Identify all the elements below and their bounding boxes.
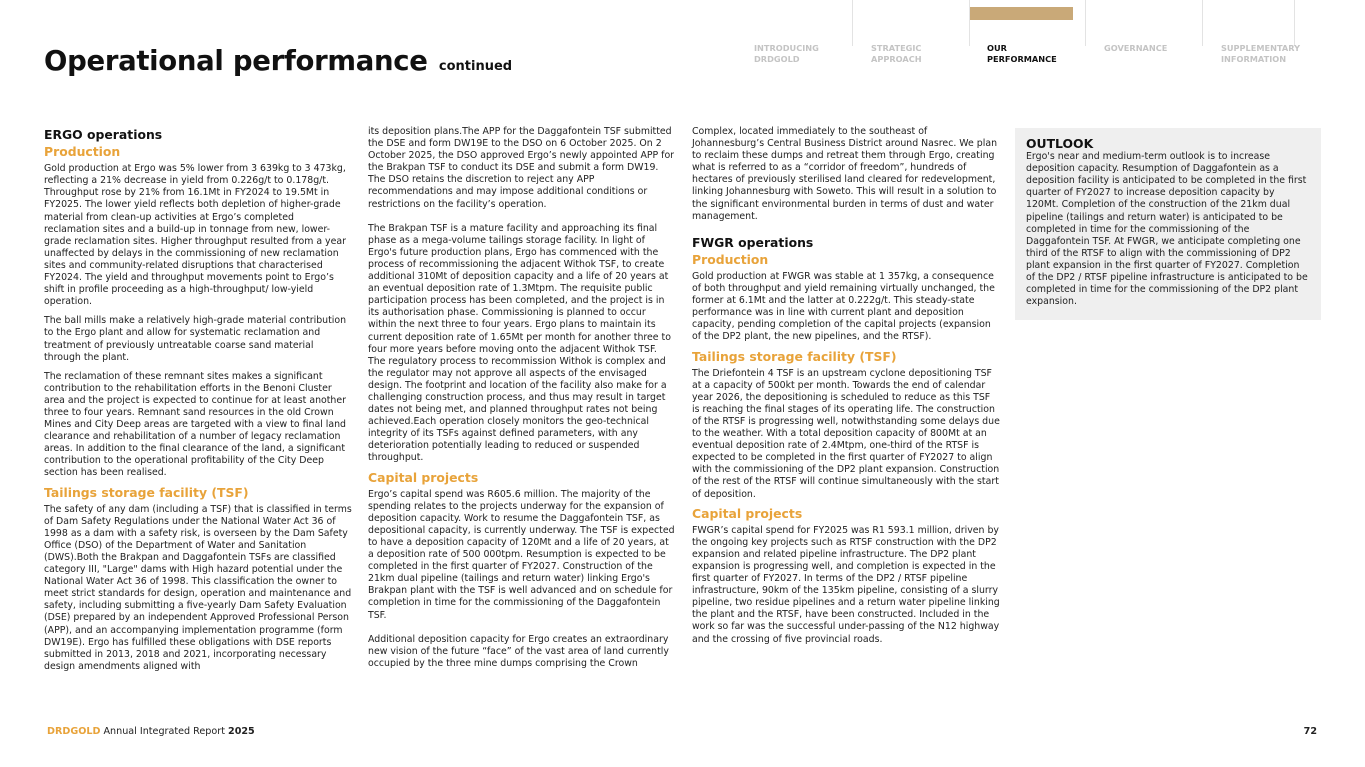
fwgr-production-heading: Production [692,251,769,267]
outlook-body: Ergo's near and medium-term outlook is to increase deposition capacity. Resumption of Daggafontein as a deposition facility is anticipated to be completed in the first quarter of FY2027 to increase deposition capacity by 120Mt. Completion of the construction of the 21km dual pipeline (tailings and return water) is anticipated to be completed in time for the commissioning of the Daggafontein TSF. At FWGR, we anticipate completing one third of the RTSF to align with the commissioning of DP2 plant expansion in the first quarter of FY2027. Completion of the DP2 / RTSF pipeline infrastructure is anticipated to be completed in time for the commissioning of the DP2 plant expansion. [1026,151,1308,308]
paragraph: its deposition plans.The APP for the Daggafontein TSF submitted the DSE and form DW19E to the DSO on 6 October 2025. On 2 October 2025, the DSO approved Ergo’s newly appointed APP for the Brakpan TSF to conduct its DSE and submit a form DW19. The DSO retains the discretion to reject any APP recommendations and may impose additional conditions or restrictions on the facility’s operation. [368,126,675,210]
nav-tab-strategic[interactable] [854,0,970,64]
paragraph: Gold production at FWGR was stable at 1 357kg, a consequence of both throughput and yield remaining virtually unchanged, the former at 6.1Mt and the latter at 0.222g/t. This steady-state performance was in line with current plant and deposition capacity, pending completion of the capital projects (expansion of the DP2 plant, the new pipelines, and the RTSF). [692,270,995,343]
nav-tab-governance[interactable] [1087,0,1203,53]
footer-report-name: Annual Integrated Report [100,726,229,737]
paragraph: The ball mills make a relatively high-grade material contribution to the Ergo plant and allow for systematic reclamation and treatment of previously untreatable coarse sand material through the plant. [44,315,347,363]
outlook-box [1015,128,1321,320]
nav-tab-label: GOVERNANCE [1104,43,1168,53]
ergo-capital-projects-heading: Capital projects [368,469,479,485]
paragraph: Additional deposition capacity for Ergo creates an extraordinary new vision of the future “face” of the vast area of land currently occupied by the three mine dumps comprising the Crown [368,633,669,669]
footer-brand: DRDGOLD [47,726,101,737]
paragraph: The Driefontein 4 TSF is an upstream cyclone depositioning TSF at a capacity of 500kt per month. Towards the end of calendar year 2026, the depositioning is scheduled to reduce as this TSF is reaching the final stages of its operating life. The construction of the RTSF is progressing well, notwithstanding some delays due to the weather. With a total deposition capacity of 800Mt at an eventual deposition rate of 2.4Mtpm, one-third of the RTSF is expected to be completed in the first quarter of FY2027 to align with the commissioning of the DP2 plant expansion. Construction of the rest of the RTSF will continue simultaneously with the start of deposition. [692,367,1000,500]
nav-tab-label: SUPPLEMENTARY INFORMATION [1221,43,1301,64]
page-title [44,45,512,77]
fwgr-tsf-heading: Tailings storage facility (TSF) [692,348,897,364]
nav-tab-label: OUR PERFORMANCE [987,43,1057,64]
active-indicator [970,7,1073,20]
paragraph: FWGR’s capital spend for FY2025 was R1 593.1 million, driven by the ongoing key projects such as RTSF construction with the DP2 expansion and related pipeline infrastructure. The DP2 plant expansion is progressing well, and completion is expected in the first quarter of FY2027. In terms of the DP2 / RTSF pipeline infrastructure, 90km of the 135km pipeline, consisting of a slurry pipeline, two residue pipelines and a return water pipeline linking the plant and the RTSF, have been constructed. Included in the work so far was the successful under-passing of the N12 highway and the crossing of five provincial roads. [692,524,1000,645]
ergo-tsf-heading: Tailings storage facility (TSF) [44,484,249,500]
ergo-production-heading: Production [44,144,121,160]
nav-tab-label: STRATEGIC APPROACH [871,43,922,64]
nav-tab-performance[interactable] [970,0,1086,64]
paragraph: The reclamation of these remnant sites makes a significant contribution to the rehabilitation efforts in the Benoni Cluster area and the project is expected to continue for at least another three to four years. Remnant sand resources in the old Crown Mines and City Deep areas are targeted with a view to final land clearance and rehabilitation of a number of legacy reclamation areas. In addition to the final clearance of the land, a significant contribution to the operational profitability of the City Deep section has been realised. [44,370,347,479]
paragraph: The safety of any dam (including a TSF) that is classified in terms of Dam Safety Regulations under the National Water Act 36 of 1998 as a dam with a safety risk, is overseen by the Dam Safety Office (DSO) of the Department of Water and Sanitation (DWS).Both the Brakpan and Daggafontein TSFs are classified category III, "Large" dams with High hazard potential under the National Water Act 36 of 1998. This classification the owner to meet strict standards for design, operation and maintenance and safety, including submitting a five-yearly Dam Safety Evaluation (DSE) prepared by an independent Approved Professional Person (APP), and an accompanying implementation programme (form DW19E). Ergo has fulfilled these obligations with DSE reports submitted in 2013, 2018 and 2021, incorporating necessary design amendments aligned with [44,503,352,672]
nav-tab-label: INTRODUCING DRDGOLD [754,43,819,64]
page-number: 72 [1303,726,1317,737]
paragraph: The Brakpan TSF is a mature facility and approaching its final phase as a mega-volume tailings storage facility. In light of Ergo's future production plans, Ergo has commenced with the process of recommissioning the adjacent Withok TSF, to create additional 310Mt of deposition capacity and a life of 20 years at an eventual deposition rate of 1.3Mtpm. The requisite public participation process has been completed, and the project is in its authorisation phase. Commissioning is planned to occur within the next three to four years. Ergo plans to maintain its current deposition rate of 1.65Mt per month for another three to four more years before moving onto the adjacent Withok TSF. The regulatory process to recommission Withok is complex and the regulator may not approve all aspects of the envisaged design. The footprint and location of the facility also make for a challenging construction process, and thus may result in target dates not being met, and planned throughput rates not being achieved.Each operation closely monitors the geo-technical integrity of its TSFs against defined parameters, with any deterioration potentially leading to reduced or suspended throughput. [368,222,671,464]
paragraph: Complex, located immediately to the southeast of Johannesburg’s Central Business District around Nasrec. We plan to reclaim these dumps and retreat them through Ergo, creating what is referred to as a “corridor of freedom”, hundreds of hectares of previously sterilised land cleared for redevelopment, linking Johannesburg with Soweto. This will result in a solution to the significant environmental burden in terms of dust and water management. [692,126,998,222]
footer [47,726,255,737]
paragraph: Ergo’s capital spend was R605.6 million. The majority of the spending relates to the projects underway for the expansion of deposition capacity. Work to resume the Daggafontein TSF, as depositional capacity, is currently underway. The TSF is expected to have a deposition capacity of 120Mt and a life of 20 years, at a deposition rate of 500 000tpm. Resumption is expected to be completed in the first quarter of FY2027. Construction of the 21km dual pipeline (tailings and return water) linking Ergo's Brakpan plant with the TSF is well advanced and on schedule for completion in time for the commissioning of the Daggafontein TSF. [368,488,675,621]
footer-year: 2025 [228,726,255,737]
column-ergo [44,129,352,680]
section-nav [737,0,1301,64]
nav-tab-introducing[interactable] [737,0,853,64]
paragraph: Gold production at Ergo was 5% lower from 3 639kg to 3 473kg, reflecting a 21% decrease in yield from 0.226g/t to 0.178g/t. Throughput rose by 21% from 16.1Mt in FY2024 to 19.5Mt in FY2025. The lower yield reflects both depletion of higher-grade material from clean-up activities at Ergo’s completed reclamation sites and a build-up in tonnage from new, lower-grade reclamation sites. Higher throughput resulted from a year unaffected by delays in the commissioning of new reclamation sites and community-related disruptions that characterised FY2024. The yield and throughput movements point to Ergo’s shift in profile proceeding as a high-throughput/ low-yield operation. [44,163,346,308]
outlook-heading: OUTLOOK [1026,136,1094,151]
nav-tab-supplementary[interactable] [1204,0,1301,64]
page-subtitle: continued [438,59,513,74]
page-title-text: Operational performance [44,45,428,77]
fwgr-capital-projects-heading: Capital projects [692,505,803,521]
fwgr-operations-heading: FWGR operations [692,234,814,250]
ergo-operations-heading: ERGO operations [44,127,163,142]
column-ergo-continued [368,126,676,677]
column-fwgr [692,126,1000,653]
